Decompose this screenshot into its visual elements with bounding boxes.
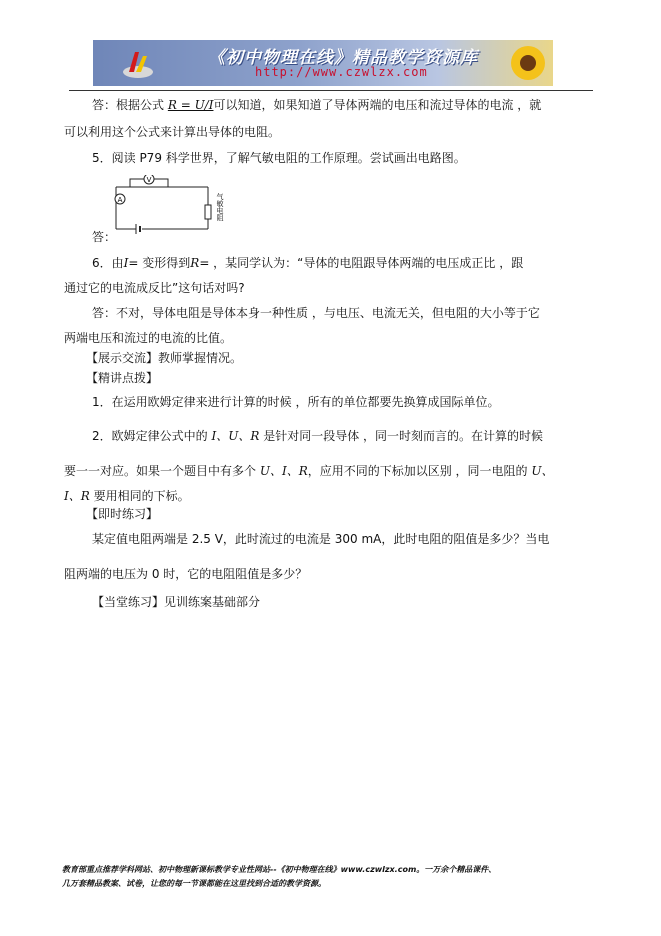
banner-title: 《初中物理在线》精品教学资源库 [208, 48, 478, 68]
question-6-line-2: 通过它的电流成反比”这句话对吗? [64, 281, 245, 295]
voltmeter-label: V [146, 176, 152, 184]
answer-6-line-2: 两端电压和流过的电流的比值。 [64, 331, 233, 345]
header-rule [69, 90, 593, 91]
point-2-line-3: I、R 要用相同的下标。 [64, 489, 190, 503]
section-practice: 【即时练习】 [86, 507, 159, 521]
sunflower-icon [509, 44, 547, 82]
circuit-diagram [112, 175, 232, 241]
gas-sensor-label: 气敏电阻 [216, 193, 224, 221]
section-show-exchange: 【展示交流】教师掌握情况。 [86, 351, 243, 365]
question-6-line-1: 6．由I= 变形得到R= ，某同学认为：“导体的电阻跟导体两端的电压成正比 ，跟 [92, 256, 524, 270]
answer-6-line-1: 答：不对，导体电阻是导体本身一种性质 ，与电压、电流无关，但电阻的大小等于它 [92, 306, 540, 320]
ammeter-label: A [117, 196, 123, 204]
practice-line-1: 某定值电阻两端是 2.5 V，此时流过的电流是 300 mA，此时电阻的阻值是多少？当电 [92, 532, 550, 546]
point-2-line-1: 2．欧姆定律公式中的 I、U、R 是针对同一段导体 ，同一时刻而言的。在计算的时候 [92, 429, 544, 443]
section-explain: 【精讲点拨】 [86, 371, 159, 385]
answer-5: 答： [92, 230, 117, 244]
point-2-line-2: 要一一对应。如果一个题目中有多个 U、I、R，应用不同的下标加以区别 ，同一电阻的 U、 [64, 464, 554, 478]
section-class-practice: 【当堂练习】见训练案基础部分 [92, 595, 261, 609]
banner-url[interactable]: http://www.czwlzx.com [255, 65, 428, 79]
footer-line-2: 几万套精品教案、试卷，让您的每一节课都能在这里找到合适的教学资源。 [62, 879, 326, 888]
question-5: 5．阅读 P79 科学世界，了解气敏电阻的工作原理。尝试画出电路图。 [92, 151, 466, 165]
logo-icon [121, 46, 155, 80]
point-1: 1．在运用欧姆定律来进行计算的时候 ，所有的单位都要先换算成国际单位。 [92, 395, 500, 409]
header-banner [93, 40, 553, 86]
answer-1-line-2: 可以利用这个公式来计算出导体的电阻。 [64, 125, 281, 139]
answer-1-line-1: 答：根据公式 R = U/I可以知道，如果知道了导体两端的电压和流过导体的电流 ，就 [92, 98, 542, 112]
practice-line-2: 阻两端的电压为 0 时，它的电阻阻值是多少？ [64, 567, 308, 581]
footer-line-1: 教育部重点推荐学科网站、初中物理新课标教学专业性网站--《初中物理在线》www.czwlzx.com。一万余个精品课件、 [62, 865, 497, 874]
formula-r-equals-u-over-i: R = U/I [167, 98, 214, 112]
